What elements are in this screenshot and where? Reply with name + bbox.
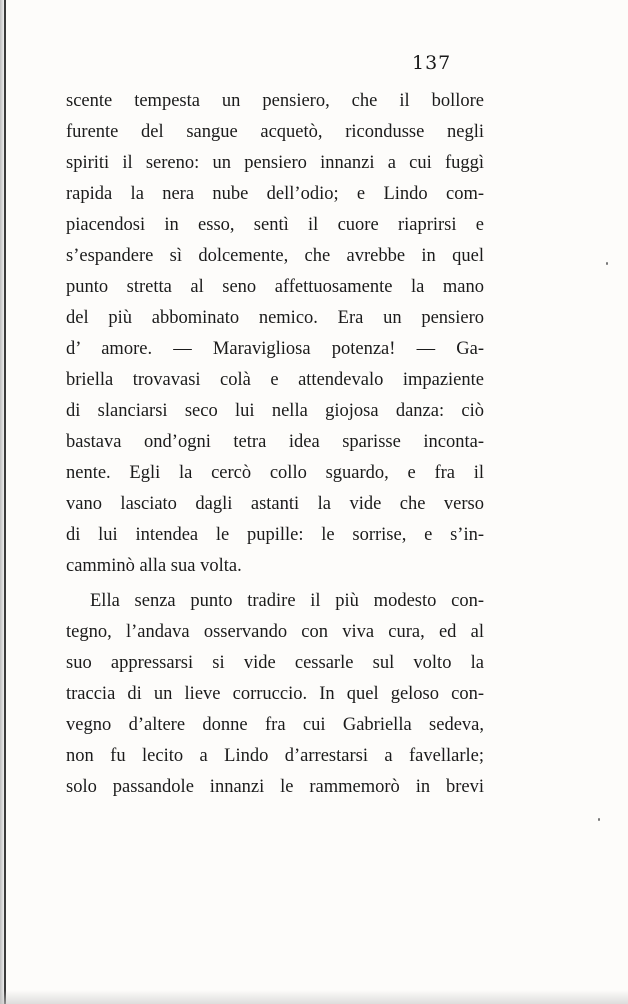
text-line: Ella senza punto tradire il più modesto con- [90, 591, 484, 611]
text-line: s’espandere sì dolcemente, che avrebbe in quel [66, 246, 484, 266]
text-line: furente del sangue acquetò, ricondusse negli [66, 122, 484, 142]
text-line: vano lasciato dagli astanti la vide che verso [66, 494, 484, 514]
text-line: punto stretta al seno affettuosamente la mano [66, 277, 484, 297]
paper-speck [606, 262, 608, 265]
text-line: del più abbominato nemico. Era un pensiero [66, 308, 484, 328]
text-line: spiriti il sereno: un pensiero innanzi a cui fuggì [66, 153, 484, 173]
text-line: bastava ond’ogni tetra idea sparisse inconta- [66, 432, 484, 452]
gutter-edge [4, 0, 6, 1004]
page-bottom-shadow [0, 990, 628, 1004]
text-line: vegno d’altere donne fra cui Gabriella sedeva, [66, 715, 484, 735]
text-line: scente tempesta un pensiero, che il bollore [66, 91, 484, 111]
text-line: suo appressarsi si vide cessarle sul volto la [66, 653, 484, 673]
text-line: d’ amore. — Maravigliosa potenza! — Ga- [66, 339, 484, 359]
text-line: non fu lecito a Lindo d’arrestarsi a favellarle; [66, 746, 484, 766]
text-line: rapida la nera nube dell’odio; e Lindo com- [66, 184, 484, 204]
text-line: di slanciarsi seco lui nella giojosa danza: ciò [66, 401, 484, 421]
text-line: camminò alla sua volta. [66, 556, 242, 576]
text-line: nente. Egli la cercò collo sguardo, e fra il [66, 463, 484, 483]
text-line: briella trovavasi colà e attendevalo impaziente [66, 370, 484, 390]
text-line: di lui intendea le pupille: le sorrise, e s’in- [66, 525, 484, 545]
text-line: traccia di un lieve corruccio. In quel geloso con- [66, 684, 484, 704]
text-line: solo passandole innanzi le rammemorò in brevi [66, 777, 484, 797]
body-text [66, 86, 484, 803]
text-line: piacendosi in esso, sentì il cuore riaprirsi e [66, 215, 484, 235]
text-line: tegno, l’andava osservando con viva cura, ed al [66, 622, 484, 642]
paper-speck [598, 818, 600, 821]
page-number: 137 [412, 52, 452, 74]
